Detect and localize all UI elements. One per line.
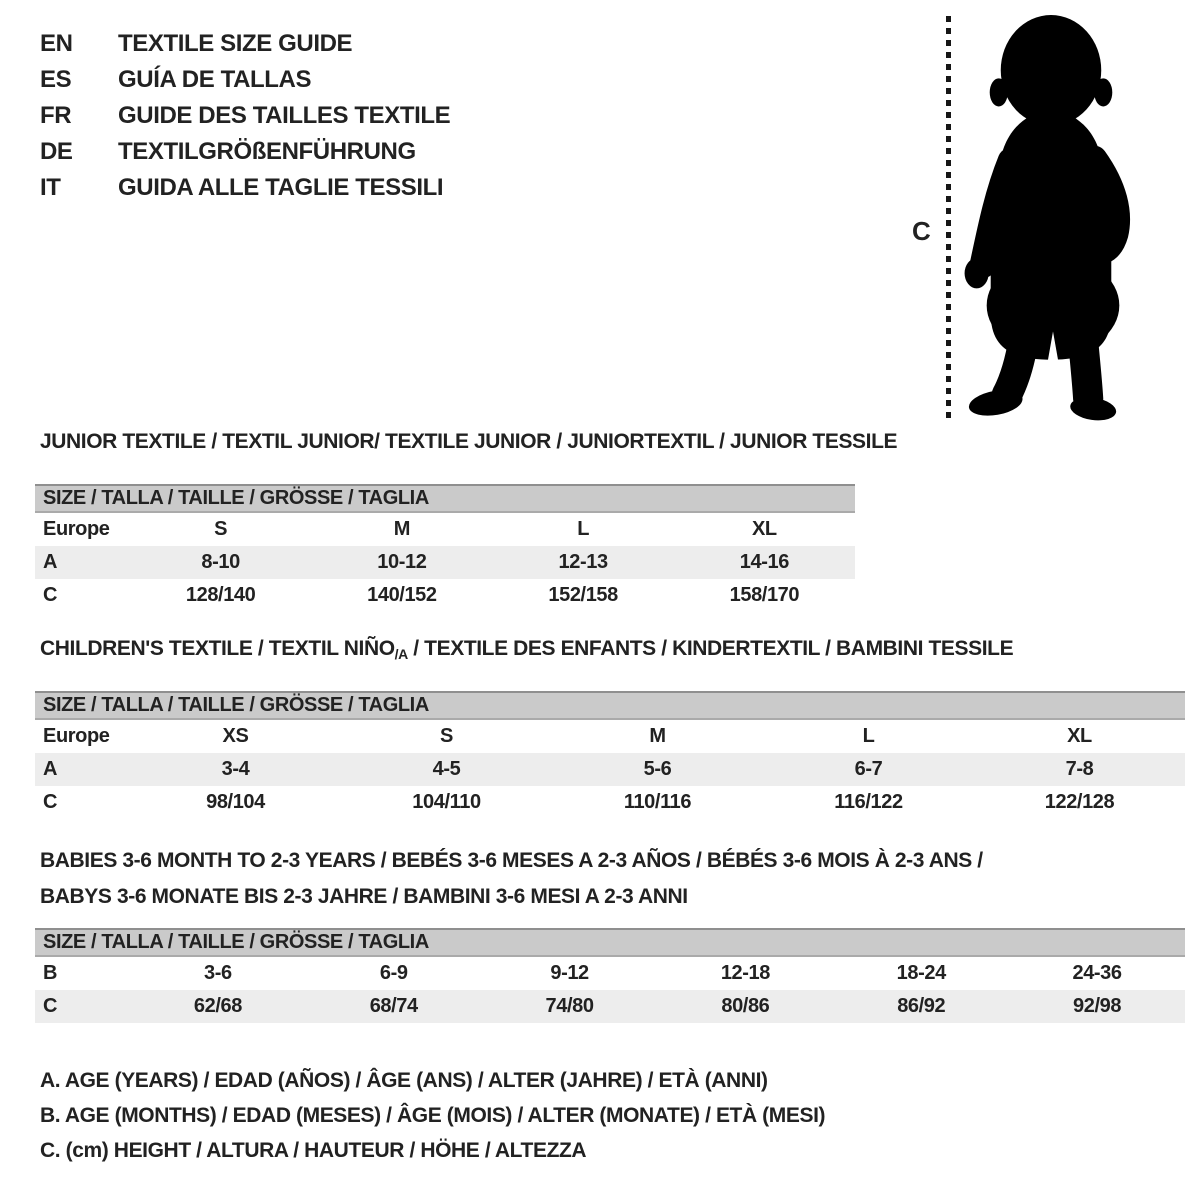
footnotes [40, 1063, 825, 1168]
lang-row-fr [40, 98, 450, 134]
lang-row-de [40, 134, 450, 170]
size-cell: XL [751, 518, 777, 540]
table-row [35, 753, 1185, 786]
size-cell: XS [222, 725, 249, 747]
size-cell: XL [1067, 725, 1092, 747]
lang-row-en [40, 26, 450, 62]
babies-section-title [40, 843, 983, 915]
table-row [35, 786, 1185, 819]
lang-code: IT [40, 174, 61, 201]
size-cell: L [577, 518, 590, 540]
size-cell: S [214, 518, 228, 540]
height-cell: 110/116 [623, 791, 692, 813]
table-row [35, 720, 1185, 753]
height-cell: 74/80 [545, 995, 594, 1017]
height-cell: 104/110 [412, 791, 481, 813]
footnote-c: C. (cm) HEIGHT / ALTURA / HAUTEUR / HÖHE / ALTEZZA [40, 1139, 587, 1162]
children-section-title [40, 637, 1013, 661]
row-label: C [43, 584, 58, 606]
lang-code: DE [40, 138, 73, 165]
age-cell: 5-6 [643, 758, 672, 780]
age-cell: 18-24 [896, 962, 946, 984]
lang-title: TEXTILE SIZE GUIDE [118, 30, 353, 57]
lang-title: TEXTILGRÖßENFÜHRUNG [118, 138, 416, 165]
height-cell: 152/158 [548, 584, 618, 606]
row-label: B [43, 962, 58, 984]
row-label: A [43, 758, 58, 780]
age-cell: 12-13 [558, 551, 608, 573]
height-cell: 98/104 [206, 791, 265, 813]
lang-code: FR [40, 102, 72, 129]
size-cell: M [393, 518, 410, 540]
height-measure-dashed-line [946, 16, 951, 418]
junior-size-table [35, 484, 855, 612]
height-measure-label: C [912, 216, 931, 246]
height-cell: 116/122 [834, 791, 903, 813]
size-cell: S [440, 725, 453, 747]
footnote-a: A. AGE (YEARS) / EDAD (AÑOS) / ÂGE (ANS) / ALTER (JAHRE) / ETÀ (ANNI) [40, 1069, 768, 1092]
row-label: C [43, 995, 58, 1017]
row-label: C [43, 791, 58, 813]
table-row [35, 579, 855, 612]
lang-title: GUIDE DES TAILLES TEXTILE [118, 102, 451, 129]
language-header [40, 26, 450, 206]
table-row [35, 957, 1185, 990]
age-cell: 4-5 [432, 758, 461, 780]
row-label: Europe [43, 725, 110, 747]
babies-title-line1: BABIES 3-6 MONTH TO 2-3 YEARS / BEBÉS 3-6 MESES A 2-3 AÑOS / BÉBÉS 3-6 MOIS À 2-3 ANS / [40, 849, 983, 872]
children-size-table [35, 691, 1185, 819]
age-cell: 6-9 [379, 962, 408, 984]
height-cell: 86/92 [897, 995, 946, 1017]
children-size-header-bar: SIZE / TALLA / TAILLE / GRÖSSE / TAGLIA [35, 691, 1185, 720]
toddler-silhouette-icon [960, 12, 1144, 422]
lang-title: GUÍA DE TALLAS [118, 66, 312, 93]
junior-size-header-bar: SIZE / TALLA / TAILLE / GRÖSSE / TAGLIA [35, 484, 855, 513]
age-cell: 24-36 [1072, 962, 1122, 984]
age-cell: 14-16 [739, 551, 789, 573]
height-cell: 62/68 [193, 995, 242, 1017]
babies-size-table [35, 928, 1185, 1023]
babies-size-header-bar: SIZE / TALLA / TAILLE / GRÖSSE / TAGLIA [35, 928, 1185, 957]
height-cell: 92/98 [1073, 995, 1122, 1017]
children-title-rest: / TEXTILE DES ENFANTS / KINDERTEXTIL / BAMBINI TESSILE [407, 637, 1014, 660]
size-cell: M [649, 725, 666, 747]
babies-title-line2: BABYS 3-6 MONATE BIS 2-3 JAHRE / BAMBINI 3-6 MESI A 2-3 ANNI [40, 885, 688, 908]
lang-code: ES [40, 66, 72, 93]
age-cell: 8-10 [201, 551, 240, 573]
table-row [35, 513, 855, 546]
row-label: A [43, 551, 58, 573]
age-cell: 9-12 [550, 962, 589, 984]
age-cell: 10-12 [377, 551, 427, 573]
height-cell: 80/86 [721, 995, 770, 1017]
height-cell: 122/128 [1044, 791, 1115, 813]
height-cell: 68/74 [369, 995, 418, 1017]
junior-section-title: JUNIOR TEXTILE / TEXTIL JUNIOR/ TEXTILE JUNIOR / JUNIORTEXTIL / JUNIOR TESSILE [40, 430, 898, 453]
size-cell: L [862, 725, 875, 747]
children-title-main: CHILDREN'S TEXTILE / TEXTIL NIÑO [40, 637, 395, 660]
lang-row-es [40, 62, 450, 98]
height-cell: 140/152 [367, 584, 437, 606]
footnote-b: B. AGE (MONTHS) / EDAD (MESES) / ÂGE (MOIS) / ALTER (MONATE) / ETÀ (MESI) [40, 1104, 826, 1127]
lang-title: GUIDA ALLE TAGLIE TESSILI [118, 174, 444, 201]
height-cell: 128/140 [185, 584, 256, 606]
row-label: Europe [43, 518, 110, 540]
lang-code: EN [40, 30, 73, 57]
lang-row-it [40, 170, 450, 206]
table-row [35, 546, 855, 579]
children-title-sub: /A [394, 646, 408, 662]
age-cell: 7-8 [1065, 758, 1094, 780]
table-row [35, 990, 1185, 1023]
age-cell: 6-7 [854, 758, 883, 780]
age-cell: 3-6 [204, 962, 232, 984]
age-cell: 12-18 [720, 962, 770, 984]
age-cell: 3-4 [221, 758, 250, 780]
height-cell: 158/170 [729, 584, 800, 606]
